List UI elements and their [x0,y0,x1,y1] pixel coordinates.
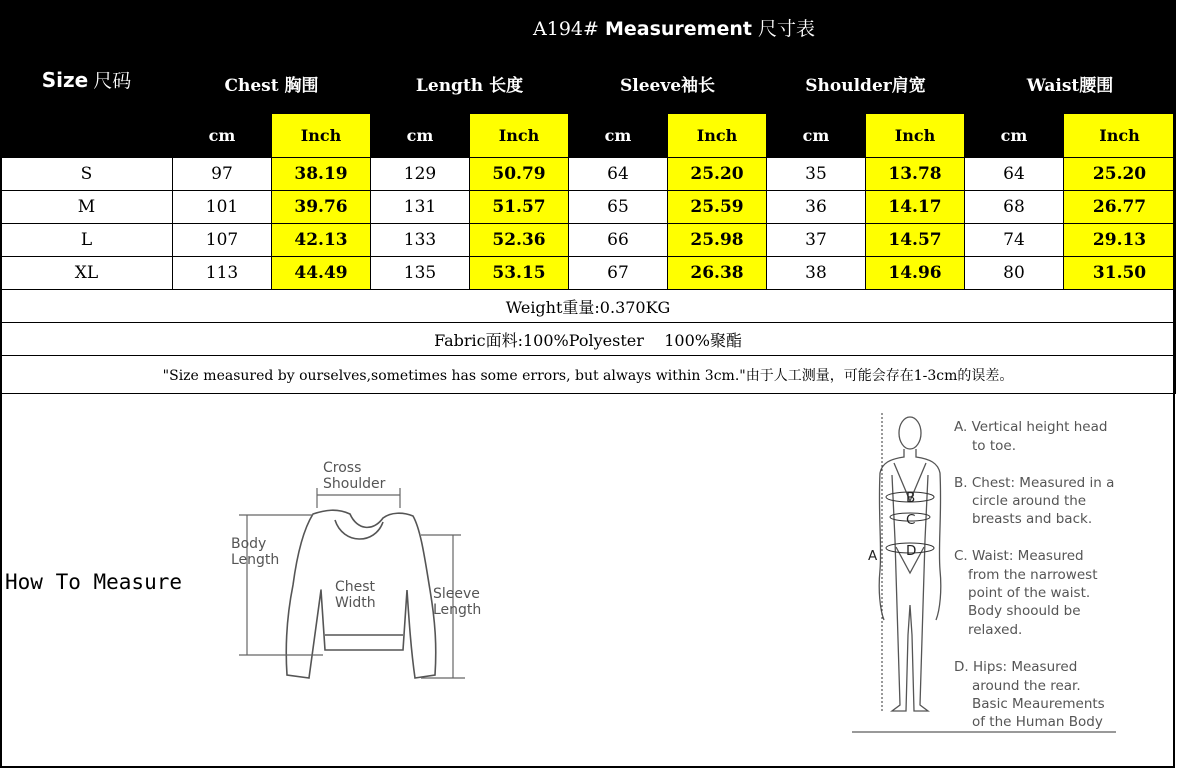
value-cell: 113 [173,257,272,290]
value-cell: 36 [767,191,866,224]
sleeve-length-label-2: Length [433,602,482,618]
size-cell: XL [1,257,173,290]
value-cell: 37 [767,224,866,257]
item-d-line-4: of the Human Body [972,714,1103,730]
chest-width-label-2: Width [335,595,376,611]
item-a-line-2: to toe. [972,438,1016,454]
cross-shoulder-label-1: Cross [323,460,362,476]
item-c-line-5: relaxed. [968,622,1023,638]
unit-cm: cm [569,114,668,158]
item-d-line-1: D. Hips: Measured [954,659,1078,675]
item-b-line-2: circle around the [972,493,1087,509]
value-cell: 65 [569,191,668,224]
value-cell: 25.20 [1064,158,1176,191]
value-cell: 14.96 [866,257,965,290]
disclaimer-note: "Size measured by ourselves,sometimes has some errors, but always within 3cm."由于人工测量，可能会存在1-3cm的误差。 [1,356,1176,394]
body-length-label-2: Length [231,552,280,568]
unit-inch: Inch [1064,114,1176,158]
value-cell: 66 [569,224,668,257]
title-prefix: A194# [533,17,599,40]
value-cell: 52.36 [470,224,569,257]
column-header-waist: Waist腰围 [965,54,1176,114]
value-cell: 80 [965,257,1064,290]
body-length-label-1: Body [231,536,267,552]
unit-cm: cm [965,114,1064,158]
item-d-line-3: Basic Meaurements [972,696,1105,712]
value-cell: 25.20 [668,158,767,191]
how-to-measure-label: How To Measure [5,570,183,594]
column-header-shoulder: Shoulder肩宽 [767,54,965,114]
value-cell: 64 [569,158,668,191]
unit-cm: cm [371,114,470,158]
item-b-line-1: B. Chest: Measured in a [954,475,1115,491]
value-cell: 38.19 [272,158,371,191]
column-header-sleeve: Sleeve袖长 [569,54,767,114]
value-cell: 14.57 [866,224,965,257]
marker-d: D [906,543,917,559]
item-c-line-3: point of the waist. [968,585,1091,601]
marker-b: B [906,490,916,506]
value-cell: 39.76 [272,191,371,224]
value-cell: 25.59 [668,191,767,224]
value-cell: 29.13 [1064,224,1176,257]
item-c-line-1: C. Waist: Measured [954,548,1084,564]
value-cell: 67 [569,257,668,290]
value-cell: 25.98 [668,224,767,257]
item-c-line-4: Body shoould be [968,603,1081,619]
value-cell: 26.77 [1064,191,1176,224]
size-cell: L [1,224,173,257]
fabric-note: Fabric面料:100%Polyester 100%聚酯 [1,323,1176,356]
value-cell: 42.13 [272,224,371,257]
size-header-cn: 尺码 [93,69,132,92]
value-cell: 64 [965,158,1064,191]
marker-a: A [868,548,878,564]
unit-cm: cm [767,114,866,158]
weight-note: Weight重量:0.370KG [1,290,1176,323]
item-a-line-1: A. Vertical height head [954,419,1108,435]
value-cell: 133 [371,224,470,257]
value-cell: 44.49 [272,257,371,290]
item-d-line-2: around the rear. [972,678,1081,694]
value-cell: 129 [371,158,470,191]
value-cell: 13.78 [866,158,965,191]
column-header-chest: Chest 胸围 [173,54,371,114]
title-main: Measurement [604,17,752,40]
title-cn: 尺寸表 [758,17,816,40]
value-cell: 31.50 [1064,257,1176,290]
chest-width-label-1: Chest [335,579,376,595]
value-cell: 107 [173,224,272,257]
value-cell: 135 [371,257,470,290]
value-cell: 51.57 [470,191,569,224]
value-cell: 97 [173,158,272,191]
unit-inch: Inch [272,114,371,158]
unit-cm: cm [173,114,272,158]
sleeve-length-label-1: Sleeve [433,586,480,602]
value-cell: 35 [767,158,866,191]
item-c-line-2: from the narrowest [968,567,1098,583]
value-cell: 68 [965,191,1064,224]
unit-inch: Inch [470,114,569,158]
value-cell: 38 [767,257,866,290]
unit-inch: Inch [668,114,767,158]
value-cell: 53.15 [470,257,569,290]
unit-inch: Inch [866,114,965,158]
size-cell: S [1,158,173,191]
marker-c: C [906,512,916,528]
value-cell: 26.38 [668,257,767,290]
value-cell: 50.79 [470,158,569,191]
cross-shoulder-label-2: Shoulder [323,476,386,492]
value-cell: 101 [173,191,272,224]
value-cell: 14.17 [866,191,965,224]
value-cell: 74 [965,224,1064,257]
column-header-length: Length 长度 [371,54,569,114]
value-cell: 131 [371,191,470,224]
size-header-label: Size [41,67,89,92]
size-cell: M [1,191,173,224]
item-b-line-3: breasts and back. [972,511,1093,527]
